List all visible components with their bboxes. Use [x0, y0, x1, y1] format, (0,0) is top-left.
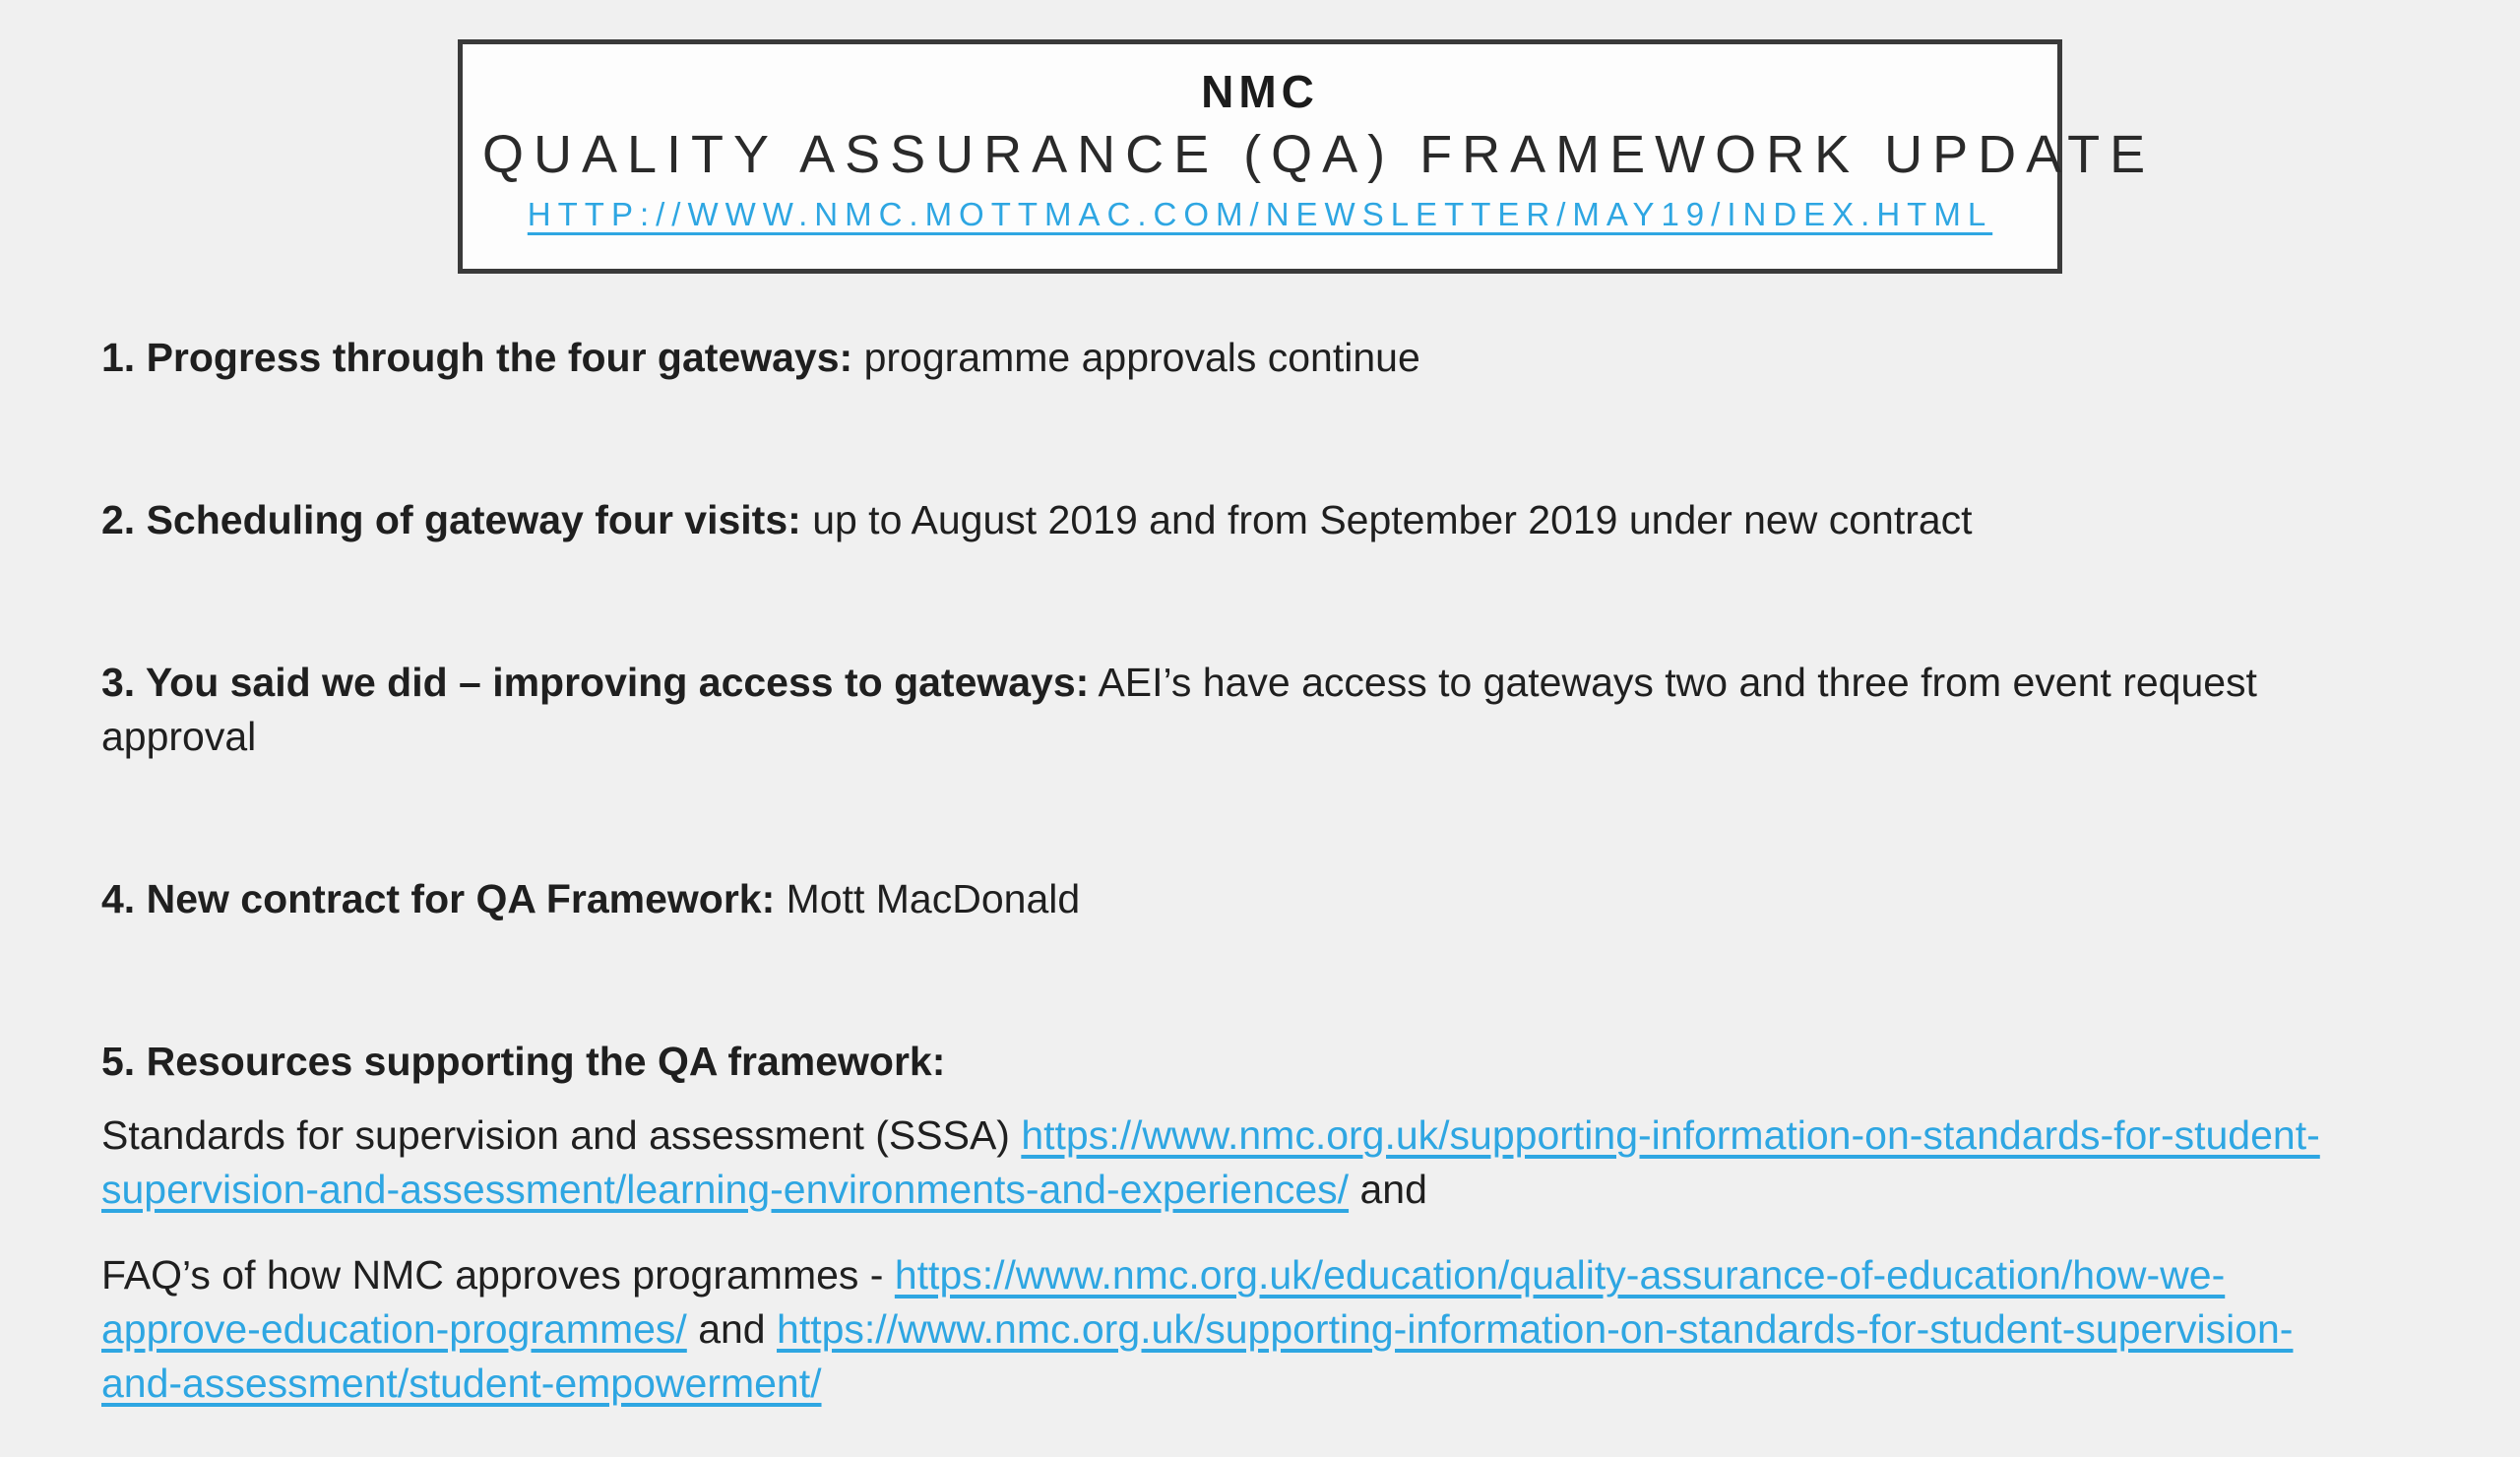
- sssa-paragraph: [101, 1109, 2362, 1217]
- item-2-label: 2. Scheduling of gateway four visits:: [101, 497, 801, 543]
- item-1-text: programme approvals continue: [852, 335, 1420, 381]
- faq-empowerment-link[interactable]: https://www.nmc.org.uk/supporting-information-on-standards-for-student-supervision-and-assessment/student-empowerment/: [101, 1306, 2294, 1407]
- faq-approval-link[interactable]: https://www.nmc.org.uk/education/quality-assurance-of-education/how-we-approve-education-programmes/: [101, 1252, 2226, 1353]
- item-2: [101, 493, 2362, 547]
- faq-middle-text: and: [686, 1306, 778, 1353]
- item-4-label: 4. New contract for QA Framework:: [101, 876, 776, 922]
- sssa-link[interactable]: https://www.nmc.org.uk/supporting-information-on-standards-for-student-supervision-and-assessment/learning-environments-and-experiences/: [101, 1112, 2320, 1213]
- item-5: [101, 1035, 2362, 1089]
- item-3-label: 3. You said we did – improving access to gateways:: [101, 660, 1090, 706]
- item-2-text: up to August 2019 and from September 2019 under new contract: [800, 497, 1973, 543]
- item-5-label: 5. Resources supporting the QA framework:: [101, 1039, 946, 1085]
- content-area: [0, 274, 2520, 1411]
- item-3: [101, 656, 2362, 764]
- page-title: QUALITY ASSURANCE (QA) FRAMEWORK UPDATE: [482, 124, 2156, 184]
- item-3-text: AEI’s have access to gateways two and three from event request approval: [101, 660, 2257, 760]
- org-title: NMC: [1201, 66, 1319, 117]
- item-4: [101, 872, 2362, 926]
- item-1: [101, 331, 2362, 385]
- newsletter-url-link[interactable]: HTTP://WWW.NMC.MOTTMAC.COM/NEWSLETTER/MAY19/INDEX.HTML: [527, 196, 1993, 233]
- item-1-label: 1. Progress through the four gateways:: [101, 335, 853, 381]
- sssa-suffix-text: and: [1349, 1167, 1427, 1213]
- header-box: [458, 39, 2156, 274]
- faq-prefix-text: FAQ’s of how NMC approves programmes -: [101, 1252, 895, 1299]
- page: [0, 39, 2520, 1457]
- sssa-prefix-text: Standards for supervision and assessment (SSSA): [101, 1112, 1022, 1159]
- faq-paragraph: [101, 1248, 2362, 1411]
- item-4-text: Mott MacDonald: [775, 876, 1081, 922]
